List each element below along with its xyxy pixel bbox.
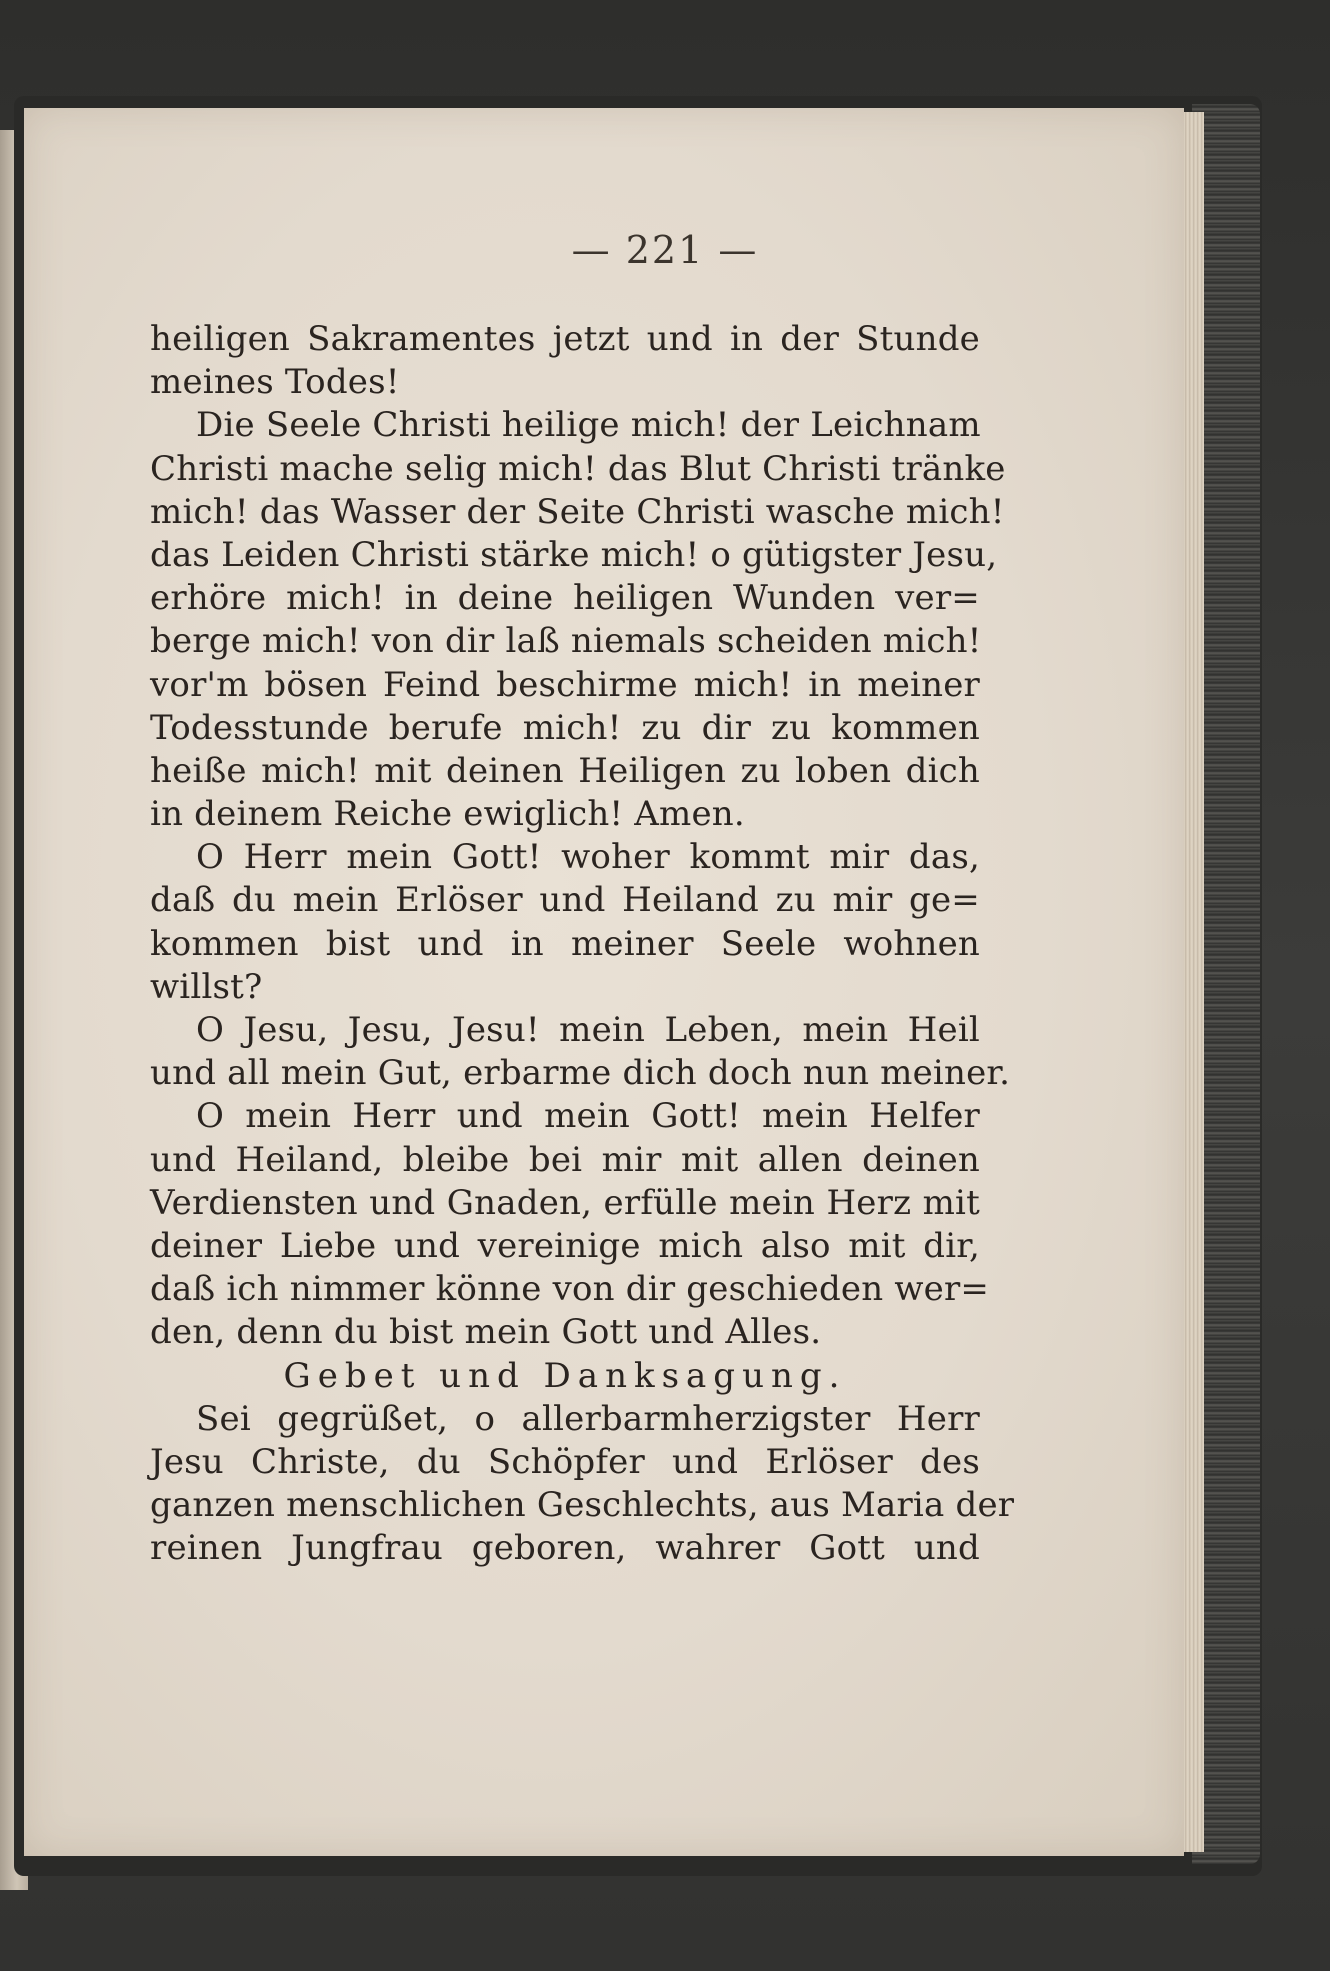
text-line: Christi mache selig mich! das Blut Christi tränke	[150, 448, 1006, 489]
text-line: kommen bist und in meiner Seele wohnen	[150, 923, 980, 964]
text-line: Jesu Christe, du Schöpfer und Erlöser des	[150, 1441, 980, 1482]
text-line: heiße mich! mit deinen Heiligen zu loben dich	[150, 750, 980, 791]
text-line: berge mich! von dir laß niemals scheiden mich!	[150, 621, 982, 662]
text-line: erhöre mich! in deine heiligen Wunden ver=	[150, 578, 980, 619]
text-line: das Leiden Christi stärke mich! o gütigster Jesu,	[150, 534, 998, 575]
page-text	[150, 318, 1015, 1570]
section-heading: Gebet und Danksagung.	[283, 1355, 847, 1396]
text-line: und all mein Gut, erbarme dich doch nun meiner.	[150, 1053, 1011, 1094]
text-line: ganzen menschlichen Geschlechts, aus Maria der	[150, 1485, 1015, 1526]
text-line: in deinem Reiche ewiglich! Amen.	[150, 794, 745, 835]
text-line: reinen Jungfrau geboren, wahrer Gott und	[150, 1528, 980, 1569]
text-line: vor'm bösen Feind beschirme mich! in meiner	[150, 664, 980, 705]
text-line: meines Todes!	[150, 362, 400, 403]
text-line: O Herr mein Gott! woher kommt mir das,	[196, 837, 980, 878]
text-line: Sei gegrüßet, o allerbarmherzigster Herr	[196, 1398, 980, 1439]
text-line: O mein Herr und mein Gott! mein Helfer	[196, 1096, 980, 1137]
text-line: Todesstunde berufe mich! zu dir zu kommen	[150, 707, 980, 748]
text-line: mich! das Wasser der Seite Christi wasche mich!	[150, 491, 1005, 532]
text-line: Die Seele Christi heilige mich! der Leichnam	[196, 405, 981, 446]
text-line: willst?	[150, 966, 263, 1007]
page-number: — 221 —	[571, 228, 759, 272]
text-line: deiner Liebe und vereinige mich also mit dir,	[150, 1225, 980, 1266]
text-line: heiligen Sakramentes jetzt und in der Stunde	[150, 319, 980, 359]
text-line: O Jesu, Jesu, Jesu! mein Leben, mein Heil	[196, 1010, 980, 1050]
text-line: daß du mein Erlöser und Heiland zu mir ge=	[150, 880, 980, 921]
text-line: daß ich nimmer könne von dir geschieden wer=	[150, 1269, 990, 1310]
text-line: Verdiensten und Gnaden, erfülle mein Herz mit	[150, 1182, 980, 1223]
text-line: und Heiland, bleibe bei mir mit allen deinen	[150, 1139, 980, 1180]
text-line: den, denn du bist mein Gott und Alles.	[150, 1312, 822, 1353]
